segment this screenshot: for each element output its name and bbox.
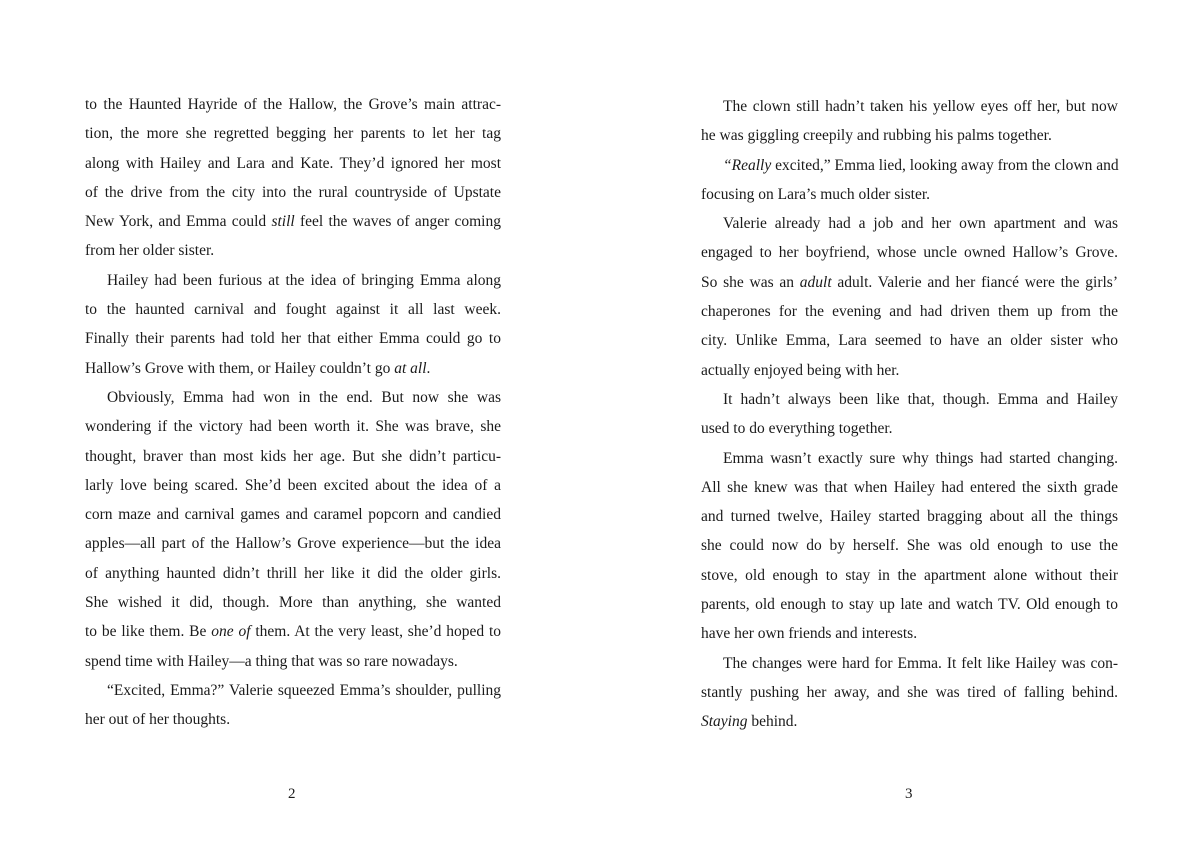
text-run: and turned twelve, Hailey started bragging about all the things [701, 508, 1118, 526]
text-line [701, 590, 1118, 619]
right-page-number: 3 [905, 786, 913, 802]
text-run: spend time with Hailey—a thing that was so rare nowadays. [85, 652, 458, 670]
text-line [85, 149, 501, 178]
italic-text: adult [799, 273, 832, 291]
text-line [701, 151, 1118, 180]
text-line [85, 705, 501, 734]
text-run: The clown still hadn’t taken his yellow eyes off her, but now [723, 98, 1118, 115]
text-run: “Excited, Emma?” Valerie squeezed Emma’s shoulder, pulling [107, 681, 501, 699]
italic-text: one of [211, 623, 251, 641]
text-line [701, 444, 1118, 473]
text-run: parents, old enough to stay up late and watch TV. Old enough to [701, 596, 1118, 614]
text-line [701, 678, 1118, 707]
text-line [85, 119, 501, 148]
text-line [85, 442, 501, 471]
text-run: to be like them. Be [85, 623, 212, 641]
text-run: corn maze and carnival games and caramel popcorn and candied [85, 506, 501, 524]
text-run: apples—all part of the Hallow’s Grove experience—but the idea [85, 535, 501, 553]
right-page-text [701, 92, 1118, 737]
italic-text: still [271, 213, 295, 231]
text-line [701, 209, 1118, 238]
text-line [85, 617, 501, 646]
text-run: She wished it did, though. More than anything, she wanted [85, 594, 501, 612]
text-line [85, 559, 501, 588]
text-line [85, 90, 501, 119]
text-line [701, 414, 1118, 443]
text-line [85, 295, 501, 324]
text-line [701, 180, 1118, 209]
text-run: Finally their parents had told her that either Emma could go to [85, 330, 501, 348]
text-run: focusing on Lara’s much older sister. [701, 185, 931, 203]
text-line [85, 354, 501, 383]
text-run: he was giggling creepily and rubbing his palms together. [701, 127, 1052, 145]
text-line [85, 266, 501, 295]
text-run: It hadn’t always been like that, though. Emma and Hailey [723, 390, 1118, 408]
text-line [701, 531, 1118, 560]
left-page-text [85, 90, 501, 735]
text-line [701, 297, 1118, 326]
text-run: to the haunted carnival and fought against it all last week. [85, 301, 501, 319]
text-run: Hailey had been furious at the idea of bringing Emma along [107, 271, 501, 289]
text-run: along with Hailey and Lara and Kate. They’d ignored her most [85, 154, 501, 172]
text-line [85, 647, 501, 676]
italic-text: at all [394, 359, 427, 377]
text-line [701, 385, 1118, 414]
text-line [701, 561, 1118, 590]
text-line [85, 324, 501, 353]
text-line [701, 502, 1118, 531]
text-line [701, 326, 1118, 355]
text-run: have her own friends and interests. [701, 625, 918, 643]
text-run: Hallow’s Grove with them, or Hailey couldn’t go [85, 359, 395, 377]
text-run: larly love being scared. She’d been excited about the idea of a [85, 476, 501, 494]
left-page-number: 2 [288, 786, 296, 802]
text-run: behind. [747, 713, 798, 731]
text-line [85, 383, 501, 412]
text-run: New York, and Emma could [85, 213, 272, 231]
text-line [701, 619, 1118, 648]
text-run: stantly pushing her away, and she was tired of falling behind. [701, 683, 1118, 701]
text-run: she could now do by herself. She was old enough to use the [701, 537, 1118, 555]
text-line [85, 588, 501, 617]
text-line [85, 500, 501, 529]
italic-text: “Really [723, 156, 772, 174]
text-run: them. At the very least, she’d hoped to [250, 623, 502, 641]
text-run: stove, old enough to stay in the apartment alone without their [701, 566, 1118, 584]
text-line [701, 92, 1118, 121]
text-line [701, 356, 1118, 385]
text-run: used to do everything together. [701, 420, 893, 438]
text-run: to the Haunted Hayride of the Hallow, the Grove’s main attrac- [85, 96, 501, 113]
text-line [85, 178, 501, 207]
text-run: thought, braver than most kids her age. But she didn’t particu- [85, 447, 501, 465]
text-line [701, 268, 1118, 297]
text-run: The changes were hard for Emma. It felt like Hailey was con- [723, 654, 1118, 672]
italic-text: Staying [701, 713, 748, 731]
text-run: Emma wasn’t exactly sure why things had started changing. [723, 449, 1118, 467]
text-run: tion, the more she regretted begging her parents to let her tag [85, 125, 501, 143]
text-run: of the drive from the city into the rural countryside of Upstate [85, 183, 501, 201]
text-run: adult. Valerie and her fiancé were the girls’ [831, 273, 1118, 291]
text-line [701, 121, 1118, 150]
text-run: . [426, 359, 431, 377]
text-run: engaged to her boyfriend, whose uncle owned Hallow’s Grove. [701, 244, 1118, 262]
right-page [600, 0, 1200, 860]
text-run: All she knew was that when Hailey had entered the sixth grade [701, 478, 1118, 496]
text-line [701, 649, 1118, 678]
text-line [85, 529, 501, 558]
text-run: chaperones for the evening and had driven them up from the [701, 303, 1118, 321]
text-run: from her older sister. [85, 242, 215, 260]
text-line [85, 471, 501, 500]
text-run: excited,” Emma lied, looking away from the clown and [771, 156, 1119, 174]
text-run: her out of her thoughts. [85, 711, 231, 729]
text-line [85, 676, 501, 705]
text-run: of anything haunted didn’t thrill her like it did the older girls. [85, 564, 501, 582]
text-run: So she was an [701, 273, 800, 291]
text-line [85, 236, 501, 265]
text-run: actually enjoyed being with her. [701, 361, 900, 379]
text-line [701, 707, 1118, 736]
text-run: Valerie already had a job and her own apartment and was [723, 215, 1118, 233]
text-line [85, 412, 501, 441]
text-run: Obviously, Emma had won in the end. But now she was [107, 388, 501, 406]
text-run: wondering if the victory had been worth it. She was brave, she [85, 418, 501, 436]
text-line [85, 207, 501, 236]
text-line [701, 473, 1118, 502]
text-run: feel the waves of anger coming [294, 213, 501, 231]
text-line [701, 238, 1118, 267]
text-run: city. Unlike Emma, Lara seemed to have an older sister who [701, 332, 1118, 350]
